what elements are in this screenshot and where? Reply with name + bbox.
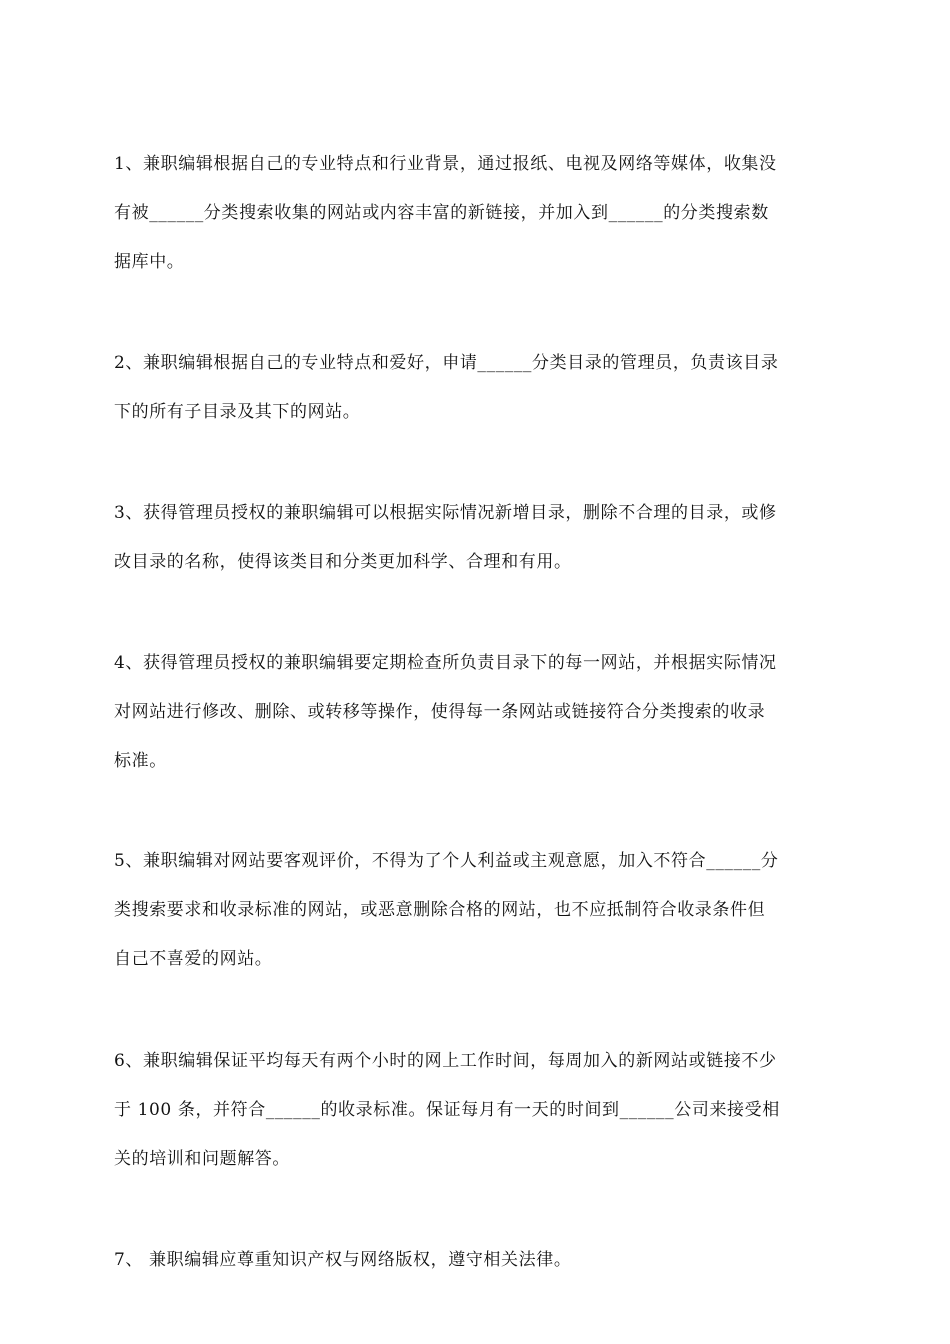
paragraph-6-line-2: 于 100 条，并符合______的收录标准。保证每月有一天的时间到______公司来接受相	[114, 1100, 780, 1120]
paragraph-1	[114, 140, 844, 287]
paragraph-7	[114, 1236, 844, 1285]
paragraph-1-line-1: 1、兼职编辑根据自己的专业特点和行业背景，通过报纸、电视及网络等媒体，收集没	[114, 154, 777, 174]
paragraph-4	[114, 639, 844, 786]
paragraph-2	[114, 339, 844, 437]
paragraph-5-line-2: 类搜索要求和收录标准的网站，或恶意删除合格的网站，也不应抵制符合收录条件但	[114, 900, 766, 920]
paragraph-3-line-2: 改目录的名称，使得该类目和分类更加科学、合理和有用。	[114, 552, 572, 572]
paragraph-1-line-3: 据库中。	[114, 252, 185, 272]
paragraph-6-line-3: 关的培训和问题解答。	[114, 1149, 290, 1169]
paragraph-6-line-1: 6、兼职编辑保证平均每天有两个小时的网上工作时间，每周加入的新网站或链接不少	[114, 1051, 777, 1071]
paragraph-2-line-1: 2、兼职编辑根据自己的专业特点和爱好，申请______分类目录的管理员，负责该目录	[114, 353, 779, 373]
paragraph-5-line-3: 自己不喜爱的网站。	[114, 949, 273, 969]
paragraph-3-line-1: 3、获得管理员授权的兼职编辑可以根据实际情况新增目录，删除不合理的目录，或修	[114, 503, 777, 523]
paragraph-6	[114, 1037, 844, 1184]
paragraph-7-line-1: 7、 兼职编辑应尊重知识产权与网络版权，遵守相关法律。	[114, 1250, 572, 1270]
paragraph-1-line-2: 有被______分类搜索收集的网站或内容丰富的新链接，并加入到______的分类搜索数	[114, 203, 769, 223]
paragraph-4-line-1: 4、获得管理员授权的兼职编辑要定期检查所负责目录下的每一网站，并根据实际情况	[114, 653, 777, 673]
paragraph-2-line-2: 下的所有子目录及其下的网站。	[114, 402, 361, 422]
paragraph-4-line-3: 标准。	[114, 751, 167, 771]
paragraph-5-line-1: 5、兼职编辑对网站要客观评价，不得为了个人利益或主观意愿，加入不符合______分	[114, 851, 779, 871]
paragraph-5	[114, 837, 844, 984]
paragraph-3	[114, 489, 844, 587]
paragraph-4-line-2: 对网站进行修改、删除、或转移等操作，使得每一条网站或链接符合分类搜索的收录	[114, 702, 766, 722]
